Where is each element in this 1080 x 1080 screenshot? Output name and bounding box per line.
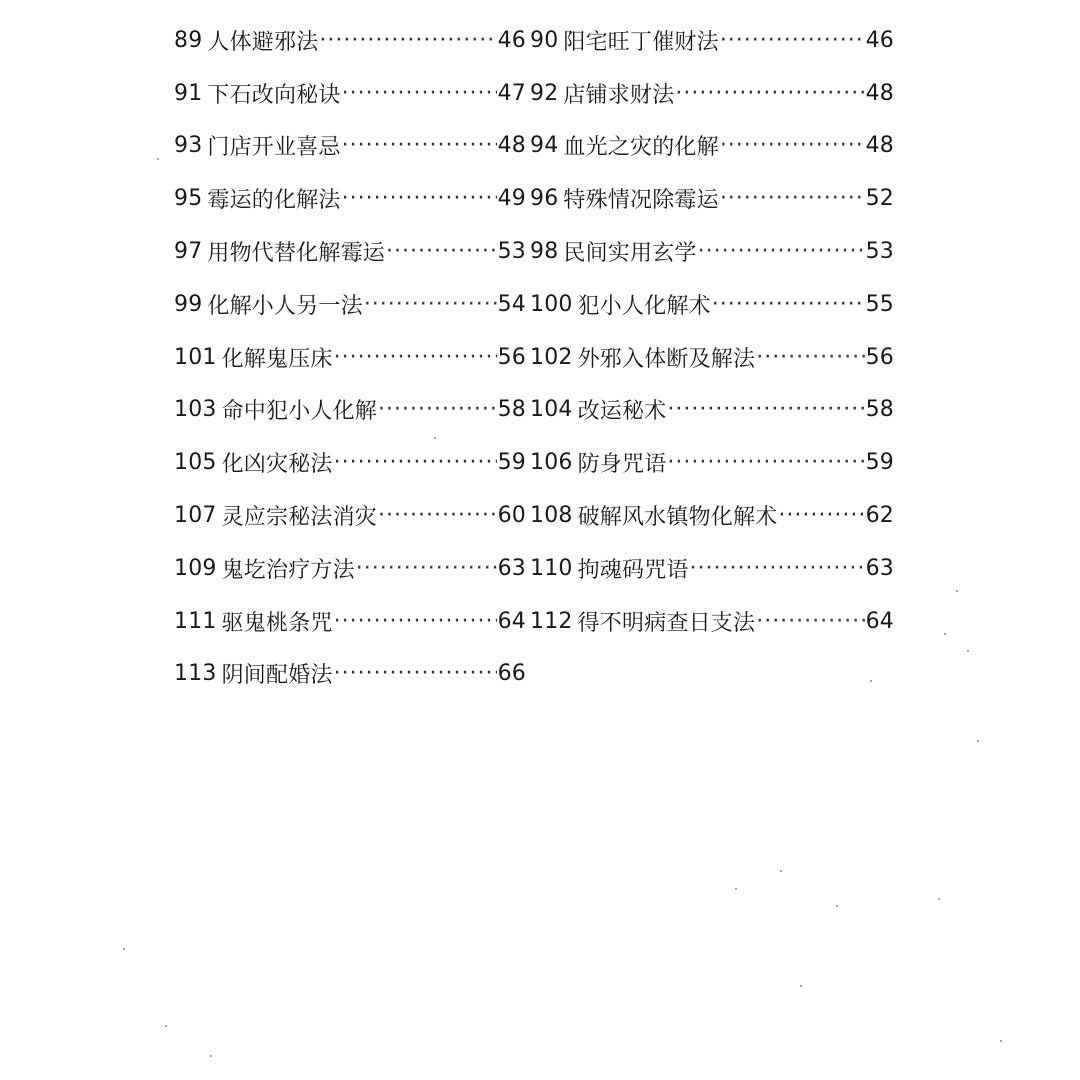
toc-entry-number: 98 — [530, 239, 559, 265]
toc-entry — [530, 278, 894, 331]
dot-leader — [334, 661, 497, 686]
dot-leader — [667, 397, 864, 422]
dot-leader — [756, 345, 864, 370]
toc-entry — [174, 278, 526, 331]
toc-entry-number: 100 — [530, 291, 573, 317]
toc-entry-page: 62 — [865, 503, 894, 529]
dot-leader — [334, 609, 497, 634]
toc-entry-number: 108 — [530, 503, 573, 529]
toc-entry — [530, 436, 894, 489]
scan-speck — [967, 650, 969, 652]
toc-entry-number: 99 — [174, 291, 203, 317]
toc-entry — [530, 595, 894, 648]
toc-left-column — [174, 14, 526, 700]
scan-speck — [735, 888, 737, 890]
toc-entry-title: 民间实用玄学 — [563, 241, 697, 267]
toc-entry-title: 人体避邪法 — [207, 29, 319, 55]
toc-entry-number: 107 — [174, 503, 217, 529]
toc-entry-number: 96 — [530, 186, 559, 212]
toc-entry — [174, 595, 526, 648]
toc-entry-page: 63 — [865, 555, 894, 581]
scan-speck — [956, 590, 958, 592]
toc-entry — [530, 331, 894, 384]
toc-entry-title: 驱鬼桃条咒 — [221, 610, 333, 636]
toc-entry — [174, 489, 526, 542]
dot-leader — [342, 186, 497, 211]
toc-entry-page: 58 — [497, 397, 526, 423]
dot-leader — [720, 186, 865, 211]
toc-entry-number: 90 — [530, 27, 559, 53]
toc-entry-title: 防身咒语 — [577, 452, 667, 478]
toc-entry-number: 103 — [174, 397, 217, 423]
toc-entry-page: 46 — [865, 27, 894, 53]
toc-entry-page: 59 — [497, 450, 526, 476]
toc-entry-title: 破解风水镇物化解术 — [577, 505, 778, 531]
dot-leader — [712, 292, 865, 317]
toc-entry-number: 102 — [530, 344, 573, 370]
toc-entry-page: 53 — [865, 239, 894, 265]
toc-entry — [174, 331, 526, 384]
toc-entry-title: 拘魂码咒语 — [577, 557, 689, 583]
dot-leader — [690, 556, 865, 581]
toc-entry — [530, 225, 894, 278]
dot-leader — [334, 345, 497, 370]
toc-entry-page: 59 — [865, 450, 894, 476]
toc-entry-page: 56 — [865, 344, 894, 370]
toc-entry-title: 化凶灾秘法 — [221, 452, 333, 478]
toc-entry-number: 113 — [174, 661, 217, 687]
toc-entry-page: 54 — [497, 291, 526, 317]
toc-entry — [174, 14, 526, 67]
scan-speck — [836, 905, 838, 907]
dot-leader — [778, 503, 864, 528]
toc-entry-number: 111 — [174, 608, 217, 634]
scan-speck — [165, 1025, 167, 1027]
toc-entry-title: 阴间配婚法 — [221, 663, 333, 689]
toc-entry-title: 得不明病查日支法 — [577, 610, 756, 636]
scan-speck — [870, 680, 872, 682]
toc-entry-title: 门店开业喜忌 — [207, 135, 341, 161]
toc-entry-title: 犯小人化解术 — [577, 293, 711, 319]
toc-entry — [530, 120, 894, 173]
toc-entry — [174, 120, 526, 173]
toc-entry — [530, 384, 894, 437]
dot-leader — [667, 450, 864, 475]
toc-entry-number: 95 — [174, 186, 203, 212]
toc-entry-title: 灵应宗秘法消灾 — [221, 505, 377, 531]
toc-entry-number: 110 — [530, 555, 573, 581]
toc-entry-page: 52 — [865, 186, 894, 212]
toc-entry — [174, 225, 526, 278]
toc-entry-page: 66 — [497, 661, 526, 687]
toc-entry-title: 命中犯小人化解 — [221, 399, 377, 425]
toc-entry-number: 109 — [174, 555, 217, 581]
toc-entry-number: 97 — [174, 239, 203, 265]
dot-leader — [756, 609, 864, 634]
scan-speck — [434, 437, 436, 439]
dot-leader — [356, 556, 497, 581]
toc-entry-title: 血光之灾的化解 — [563, 135, 719, 161]
toc-entry-page: 60 — [497, 503, 526, 529]
toc-entry-title: 用物代替化解霉运 — [207, 241, 386, 267]
toc-entry-page: 55 — [865, 291, 894, 317]
toc-entry — [174, 436, 526, 489]
dot-leader — [319, 28, 496, 53]
scan-speck — [1000, 1040, 1002, 1042]
toc-entry-page: 46 — [497, 27, 526, 53]
toc-entry-title: 下石改向秘诀 — [207, 82, 341, 108]
scan-speck — [210, 1055, 212, 1057]
toc-entry — [174, 542, 526, 595]
toc-entry-page: 64 — [865, 608, 894, 634]
toc-entry-title: 化解小人另一法 — [207, 293, 363, 319]
dot-leader — [720, 133, 865, 158]
dot-leader — [334, 450, 497, 475]
toc-right-column — [530, 14, 894, 648]
toc-entry-number: 93 — [174, 133, 203, 159]
toc-entry-page: 49 — [497, 186, 526, 212]
toc-entry-title: 阳宅旺丁催财法 — [563, 29, 719, 55]
dot-leader — [364, 292, 497, 317]
toc-entry-page: 64 — [497, 608, 526, 634]
dot-leader — [386, 239, 497, 264]
toc-entry-page: 48 — [865, 80, 894, 106]
dot-leader — [720, 28, 865, 53]
toc-entry-page: 47 — [497, 80, 526, 106]
toc-entry-title: 改运秘术 — [577, 399, 667, 425]
toc-entry-number: 112 — [530, 608, 573, 634]
scan-speck — [123, 948, 125, 950]
scan-speck — [800, 985, 802, 987]
toc-entry-number: 104 — [530, 397, 573, 423]
toc-entry — [174, 384, 526, 437]
toc-entry — [530, 489, 894, 542]
toc-entry — [174, 67, 526, 120]
dot-leader — [342, 81, 497, 106]
toc-entry-number: 89 — [174, 27, 203, 53]
toc-entry-title: 化解鬼压床 — [221, 346, 333, 372]
toc-entry-title: 鬼圪治疗方法 — [221, 557, 355, 583]
toc-entry — [530, 542, 894, 595]
toc-entry-title: 外邪入体断及解法 — [577, 346, 756, 372]
toc-entry-number: 92 — [530, 80, 559, 106]
toc-entry-page: 58 — [865, 397, 894, 423]
scan-speck — [944, 633, 946, 635]
toc-entry-page: 48 — [497, 133, 526, 159]
toc-entry-title: 特殊情况除霉运 — [563, 188, 719, 214]
scan-speck — [780, 870, 782, 872]
toc-entry — [530, 172, 894, 225]
toc-entry-number: 91 — [174, 80, 203, 106]
dot-leader — [675, 81, 864, 106]
toc-entry-page: 53 — [497, 239, 526, 265]
scan-speck — [938, 898, 940, 900]
toc-entry — [174, 172, 526, 225]
toc-entry-page: 63 — [497, 555, 526, 581]
toc-entry-number: 105 — [174, 450, 217, 476]
scan-speck — [977, 740, 979, 742]
toc-entry-title: 霉运的化解法 — [207, 188, 341, 214]
toc-entry-page: 48 — [865, 133, 894, 159]
toc-entry-title: 店铺求财法 — [563, 82, 675, 108]
dot-leader — [698, 239, 865, 264]
toc-entry-number: 101 — [174, 344, 217, 370]
toc-entry-number: 94 — [530, 133, 559, 159]
dot-leader — [342, 133, 497, 158]
toc-entry — [530, 67, 894, 120]
scan-speck — [157, 158, 159, 160]
toc-entry-page: 56 — [497, 344, 526, 370]
toc-entry — [174, 648, 526, 701]
toc-entry — [530, 14, 894, 67]
dot-leader — [378, 503, 497, 528]
toc-entry-number: 106 — [530, 450, 573, 476]
dot-leader — [378, 397, 497, 422]
